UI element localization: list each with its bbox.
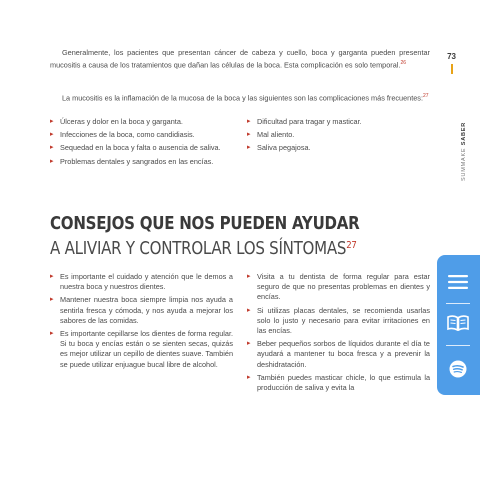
spotify-button[interactable] (445, 358, 471, 380)
section-title (50, 213, 360, 260)
section-title-reference: 27 (346, 240, 357, 251)
intro-paragraph-1 (50, 48, 430, 71)
book-button[interactable] (445, 312, 471, 334)
panel-divider (446, 303, 470, 304)
side-label-light: SUMMAKE (461, 147, 467, 182)
menu-icon (448, 275, 468, 289)
menu-button[interactable] (445, 271, 471, 293)
spotify-icon (449, 360, 467, 378)
side-section-label (461, 122, 467, 181)
side-tool-panel (437, 255, 480, 395)
panel-divider (446, 345, 470, 346)
symptoms-list-right (247, 117, 429, 157)
reference-26: 26 (400, 60, 407, 67)
side-accent-bar (451, 64, 453, 74)
page-number: 73 (447, 52, 456, 61)
tip-item: ▸ Es importante cepillarse los dientes de forma regular. Si tu boca y encías están o se sienten secas, quizás es mejor utilizar un cepillo de dientes suave. También se puede utilizar enjuague bucal libre de alcohol. (50, 329, 233, 370)
tip-item: ▸ Visita a tu dentista de forma regular para estar seguro de que no presentas problemas en dientes y encías. (247, 272, 430, 303)
section-title-light: A ALIVIAR Y CONTROLAR LOS SÍNTOMAS (50, 239, 347, 259)
tips-list-right (247, 272, 430, 396)
intro-text-2: La mucositis es la inflamación de la mucosa de la boca y las siguientes son las complicaciones más frecuentes: (62, 93, 423, 103)
book-icon (447, 315, 469, 331)
side-label-bold: SABER (461, 122, 467, 146)
tip-item: ▸ Mantener nuestra boca siempre limpia nos ayuda a sentirla fresca y cómoda, y nos ayuda a mejorar los sabores de las comidas. (50, 295, 233, 326)
symptom-item: ▸ Infecciones de la boca, como candidiasis. (50, 130, 232, 140)
tip-item: ▸ Es importante el cuidado y atención que le demos a nuestra boca y nuestros dientes. (50, 272, 233, 292)
symptom-item: ▸ Saliva pegajosa. (247, 143, 429, 153)
tips-list-left (50, 272, 233, 373)
intro-text-1: Generalmente, los pacientes que presentan cáncer de cabeza y cuello, boca y garganta pueden presentar mucositis a causa de los tratamientos que dañan las células de la boca. Esta complicación es solo temporal. (50, 48, 430, 70)
symptoms-list-left (50, 117, 232, 170)
tip-item: ▸ También puedes masticar chicle, lo que estimula la producción de saliva y evita la (247, 373, 430, 393)
symptom-item: ▸ Sequedad en la boca y falta o ausencia de saliva. (50, 143, 232, 153)
intro-paragraph-2 (50, 91, 430, 104)
tip-item: ▸ Si utilizas placas dentales, se recomienda usarlas solo lo justo y necesario para evitar irritaciones en las encías. (247, 306, 430, 337)
symptom-item: ▸ Problemas dentales y sangrados en las encías. (50, 157, 232, 167)
reference-27: 27 (422, 93, 429, 99)
tip-item: ▸ Beber pequeños sorbos de líquidos durante el día te ayudará a mantener tu boca fresca y a prevenir la deshidratación. (247, 339, 430, 370)
symptom-item: ▸ Dificultad para tragar y masticar. (247, 117, 429, 127)
symptom-item: ▸ Úlceras y dolor en la boca y garganta. (50, 117, 232, 127)
section-title-strong: CONSEJOS QUE NOS PUEDEN AYUDAR (50, 214, 360, 234)
symptom-item: ▸ Mal aliento. (247, 130, 429, 140)
